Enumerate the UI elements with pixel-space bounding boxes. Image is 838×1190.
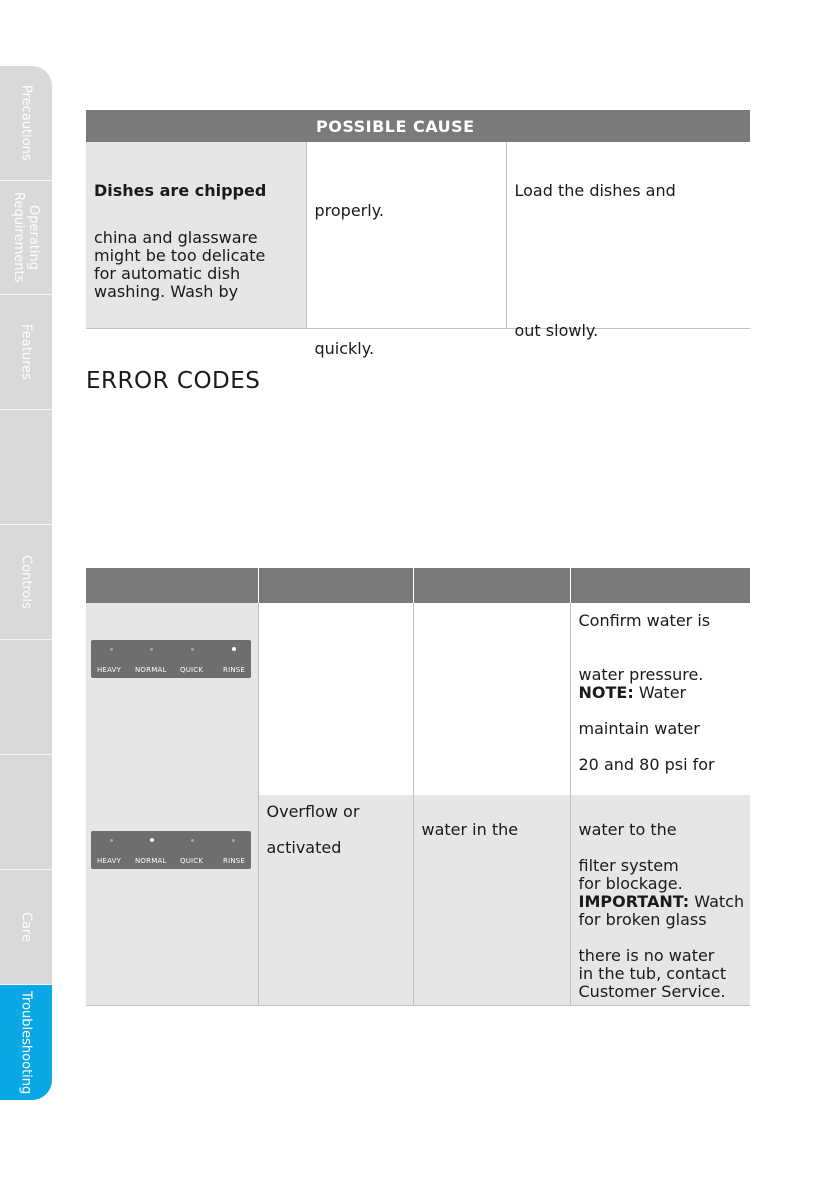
panel-label: NORMAL (135, 666, 167, 674)
problem-title: Dishes are chipped (94, 181, 267, 200)
problem-cell (86, 142, 306, 329)
side-navigation (0, 66, 52, 1100)
table-row (86, 142, 750, 329)
cause-line: water in the (421, 820, 519, 839)
header-solution (506, 110, 750, 142)
solution-line: Confirm water is (578, 611, 711, 630)
important-label: IMPORTANT: (578, 892, 690, 911)
header-possible-cause: POSSIBLE CAUSE (306, 110, 506, 142)
led-indicator-lit (232, 647, 236, 651)
led-indicator (110, 839, 113, 842)
error-cell (258, 603, 413, 795)
problem-line: might be too delicate (94, 246, 266, 265)
led-indicator (232, 839, 235, 842)
error-codes-title: ERROR CODES (86, 368, 261, 394)
solution-line: in the tub, contact (578, 964, 727, 983)
cause-cell (413, 795, 570, 1006)
panel-label: QUICK (180, 666, 204, 674)
cause-cell (413, 603, 570, 795)
tab-label: Operating Requirements (11, 192, 41, 283)
indicator-cell (86, 603, 258, 795)
important-line (579, 893, 745, 911)
solution-line: water pressure. (578, 665, 704, 684)
table-row (86, 795, 750, 1006)
tab-features[interactable] (0, 295, 52, 410)
tab-troubleshooting[interactable] (0, 985, 52, 1100)
tab-blank-1[interactable] (0, 410, 52, 525)
note-text: Water (633, 683, 687, 702)
problem-line: china and glassware (94, 228, 258, 247)
solution-line: out slowly. (514, 321, 599, 340)
note-label: NOTE: (578, 683, 634, 702)
solution-cell (570, 795, 750, 1006)
tab-operating-requirements[interactable] (0, 181, 52, 295)
led-indicator-lit (150, 838, 154, 842)
led-indicator (110, 648, 113, 651)
solution-line: there is no water (578, 946, 715, 965)
tab-precautions[interactable] (0, 66, 52, 181)
table-header-row (86, 110, 750, 142)
table-row (86, 603, 750, 795)
control-panel-display (91, 640, 251, 678)
error-codes-table (86, 568, 750, 1006)
header-problem (86, 110, 306, 142)
panel-label: HEAVY (97, 857, 122, 865)
solution-cell (506, 142, 750, 340)
tab-controls[interactable] (0, 525, 52, 640)
error-line: Overflow or (266, 802, 360, 821)
problem-line: for automatic dish (94, 264, 241, 283)
error-cell (258, 795, 413, 1006)
tab-blank-3[interactable] (0, 755, 52, 870)
error-line: activated (266, 838, 342, 857)
solution-line: water to the (578, 820, 677, 839)
led-indicator (191, 839, 194, 842)
tab-label: Features (18, 324, 34, 380)
cause-line: properly. (314, 201, 384, 220)
led-indicator (191, 648, 194, 651)
panel-label: RINSE (223, 666, 246, 674)
tab-label: Care (18, 911, 34, 943)
indicator-cell (86, 795, 258, 1006)
table-header-row (86, 568, 750, 603)
solution-line: for blockage. (578, 874, 683, 893)
solution-cell (570, 603, 750, 795)
solution-line: filter system (578, 856, 679, 875)
cause-line: quickly. (314, 339, 375, 358)
cause-cell (306, 142, 506, 358)
tab-care[interactable] (0, 870, 52, 985)
note-line (579, 684, 687, 702)
header-cell (86, 568, 258, 603)
tab-blank-2[interactable] (0, 640, 52, 755)
solution-line: Load the dishes and (514, 181, 676, 200)
header-cell (413, 568, 570, 603)
led-indicator (150, 648, 153, 651)
panel-label: HEAVY (97, 666, 122, 674)
tab-label: Precautions (18, 85, 34, 161)
header-cell (570, 568, 750, 603)
panel-label: QUICK (180, 857, 204, 865)
header-cell (258, 568, 413, 603)
important-text: Watch (689, 892, 745, 911)
problem-line: washing. Wash by (94, 282, 239, 301)
solution-line: for broken glass (578, 910, 707, 929)
panel-label: NORMAL (135, 857, 167, 865)
control-panel-display (91, 831, 251, 869)
solution-line: Customer Service. (578, 982, 726, 1001)
solution-line: maintain water (578, 719, 700, 738)
troubleshooting-table (86, 110, 750, 358)
panel-label: RINSE (223, 857, 246, 865)
tab-label: Controls (18, 555, 34, 609)
tab-label: Troubleshooting (18, 990, 34, 1095)
solution-line: 20 and 80 psi for (578, 755, 715, 774)
